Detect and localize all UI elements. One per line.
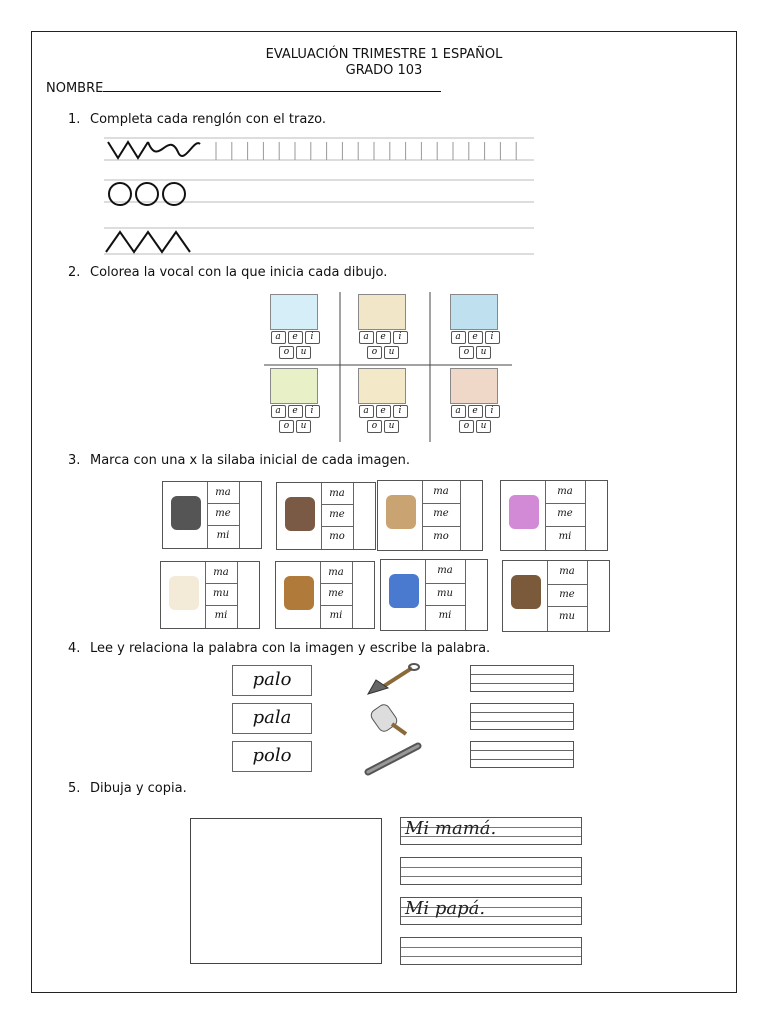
syllable-option[interactable]: me xyxy=(320,583,352,605)
tooth-icon xyxy=(169,576,199,610)
butterfly-icon xyxy=(509,495,539,529)
vowel-o[interactable]: o xyxy=(367,420,382,433)
copy-model-line: Mi mamá. xyxy=(400,817,582,845)
vowel-u[interactable]: u xyxy=(296,346,311,359)
syllable-option[interactable]: ma xyxy=(321,483,353,505)
syllable-option[interactable]: ma xyxy=(207,482,239,504)
vowel-u[interactable]: u xyxy=(384,420,399,433)
vowel-options xyxy=(355,331,411,359)
mirror-icon xyxy=(270,368,318,404)
vowel-a[interactable]: a xyxy=(451,405,466,418)
vowel-options xyxy=(447,331,503,359)
angel-icon xyxy=(270,294,318,330)
vowel-a[interactable]: a xyxy=(359,331,374,344)
name-field[interactable]: NOMBRE xyxy=(46,79,441,96)
vowel-o[interactable]: o xyxy=(279,420,294,433)
question-5: 5. Dibuja y copia. xyxy=(68,781,187,796)
vowel-u[interactable]: u xyxy=(384,346,399,359)
ring-icon xyxy=(358,368,406,404)
word-box: polo xyxy=(232,741,312,772)
vowel-e[interactable]: e xyxy=(376,405,391,418)
vowel-e[interactable]: e xyxy=(468,405,483,418)
syllable-option[interactable]: mi xyxy=(329,609,343,621)
vowel-a[interactable]: a xyxy=(271,405,286,418)
monkey-icon xyxy=(386,495,416,529)
write-line[interactable] xyxy=(470,665,574,692)
vowel-i[interactable]: i xyxy=(393,405,408,418)
vowel-a[interactable]: a xyxy=(359,405,374,418)
page-subtitle: GRADO 103 xyxy=(345,63,423,78)
syllable-option[interactable]: me xyxy=(422,503,460,526)
vowel-u[interactable]: u xyxy=(476,420,491,433)
question-3: 3. Marca con una x la silaba inicial de cada imagen. xyxy=(68,453,411,468)
syllable-option[interactable]: me xyxy=(545,503,585,526)
syllable-option[interactable]: ma xyxy=(425,560,465,584)
vowel-u[interactable]: u xyxy=(296,420,311,433)
syllable-option[interactable]: ma xyxy=(547,561,587,585)
table-icon xyxy=(284,576,314,610)
vowel-e[interactable]: e xyxy=(376,331,391,344)
tracing-area[interactable] xyxy=(104,132,534,258)
syllable-option[interactable]: mo xyxy=(329,530,345,542)
vowel-options xyxy=(267,331,323,359)
page-title: EVALUACIÓN TRIMESTRE 1 ESPAÑOL xyxy=(265,47,503,62)
vowel-options xyxy=(447,405,503,433)
syllable-option[interactable]: mi xyxy=(214,609,228,621)
vowel-i[interactable]: i xyxy=(305,331,320,344)
question-2: 2. Colorea la vocal con la que inicia cada dibujo. xyxy=(68,265,388,280)
word-box: pala xyxy=(232,703,312,734)
drawing-box[interactable] xyxy=(190,818,382,964)
plug-icon xyxy=(450,368,498,404)
vowel-o[interactable]: o xyxy=(367,346,382,359)
vowel-u[interactable]: u xyxy=(476,346,491,359)
syllable-card xyxy=(162,481,262,549)
stick-icon[interactable] xyxy=(362,740,424,778)
syllable-option[interactable]: mi xyxy=(438,610,452,622)
vowel-o[interactable]: o xyxy=(279,346,294,359)
syllable-option[interactable]: mo xyxy=(433,530,449,542)
write-line[interactable] xyxy=(470,741,574,768)
syllable-card xyxy=(502,560,610,632)
syllable-option[interactable]: ma xyxy=(205,562,237,584)
hammer-icon xyxy=(511,575,541,609)
vowel-options xyxy=(355,405,411,433)
syllable-option[interactable]: me xyxy=(321,504,353,526)
syllable-option[interactable]: mu xyxy=(205,583,237,605)
vowel-i[interactable]: i xyxy=(393,331,408,344)
hand-icon xyxy=(285,497,315,531)
write-line[interactable] xyxy=(470,703,574,730)
syllable-option[interactable]: ma xyxy=(422,481,460,504)
syllable-option[interactable]: ma xyxy=(320,562,352,584)
vowel-e[interactable]: e xyxy=(288,405,303,418)
syllable-card xyxy=(380,559,488,631)
syllable-card xyxy=(500,480,608,551)
copy-line[interactable] xyxy=(400,937,582,965)
vowel-options xyxy=(267,405,323,433)
vowel-o[interactable]: o xyxy=(459,346,474,359)
syllable-card xyxy=(275,561,375,629)
question-4: 4. Lee y relaciona la palabra con la imagen y escribe la palabra. xyxy=(68,641,491,656)
syllable-option[interactable]: mi xyxy=(216,529,230,541)
miner-icon xyxy=(389,574,419,608)
island-icon xyxy=(450,294,498,330)
vowel-i[interactable]: i xyxy=(305,405,320,418)
popsicle-icon[interactable] xyxy=(368,700,412,740)
syllable-option[interactable]: mu xyxy=(425,583,465,607)
copy-model-line: Mi papá. xyxy=(400,897,582,925)
vowel-o[interactable]: o xyxy=(459,420,474,433)
syllable-option[interactable]: ma xyxy=(545,481,585,504)
shovel-icon[interactable] xyxy=(364,662,420,700)
syllable-option[interactable]: mu xyxy=(559,611,575,623)
vowel-e[interactable]: e xyxy=(468,331,483,344)
syllable-card xyxy=(377,480,483,551)
vowel-a[interactable]: a xyxy=(271,331,286,344)
syllable-card xyxy=(276,482,376,550)
word-box: palo xyxy=(232,665,312,696)
question-1: 1. Completa cada renglón con el trazo. xyxy=(68,112,327,127)
copy-line[interactable] xyxy=(400,857,582,885)
sword-icon xyxy=(358,294,406,330)
vowel-e[interactable]: e xyxy=(288,331,303,344)
syllable-option[interactable]: me xyxy=(207,503,239,525)
syllable-option[interactable]: mi xyxy=(558,530,572,542)
vowel-a[interactable]: a xyxy=(451,331,466,344)
vowel-i[interactable]: i xyxy=(485,405,500,418)
vowel-i[interactable]: i xyxy=(485,331,500,344)
syllable-option[interactable]: me xyxy=(547,584,587,608)
microwave-icon xyxy=(171,496,201,530)
syllable-card xyxy=(160,561,260,629)
